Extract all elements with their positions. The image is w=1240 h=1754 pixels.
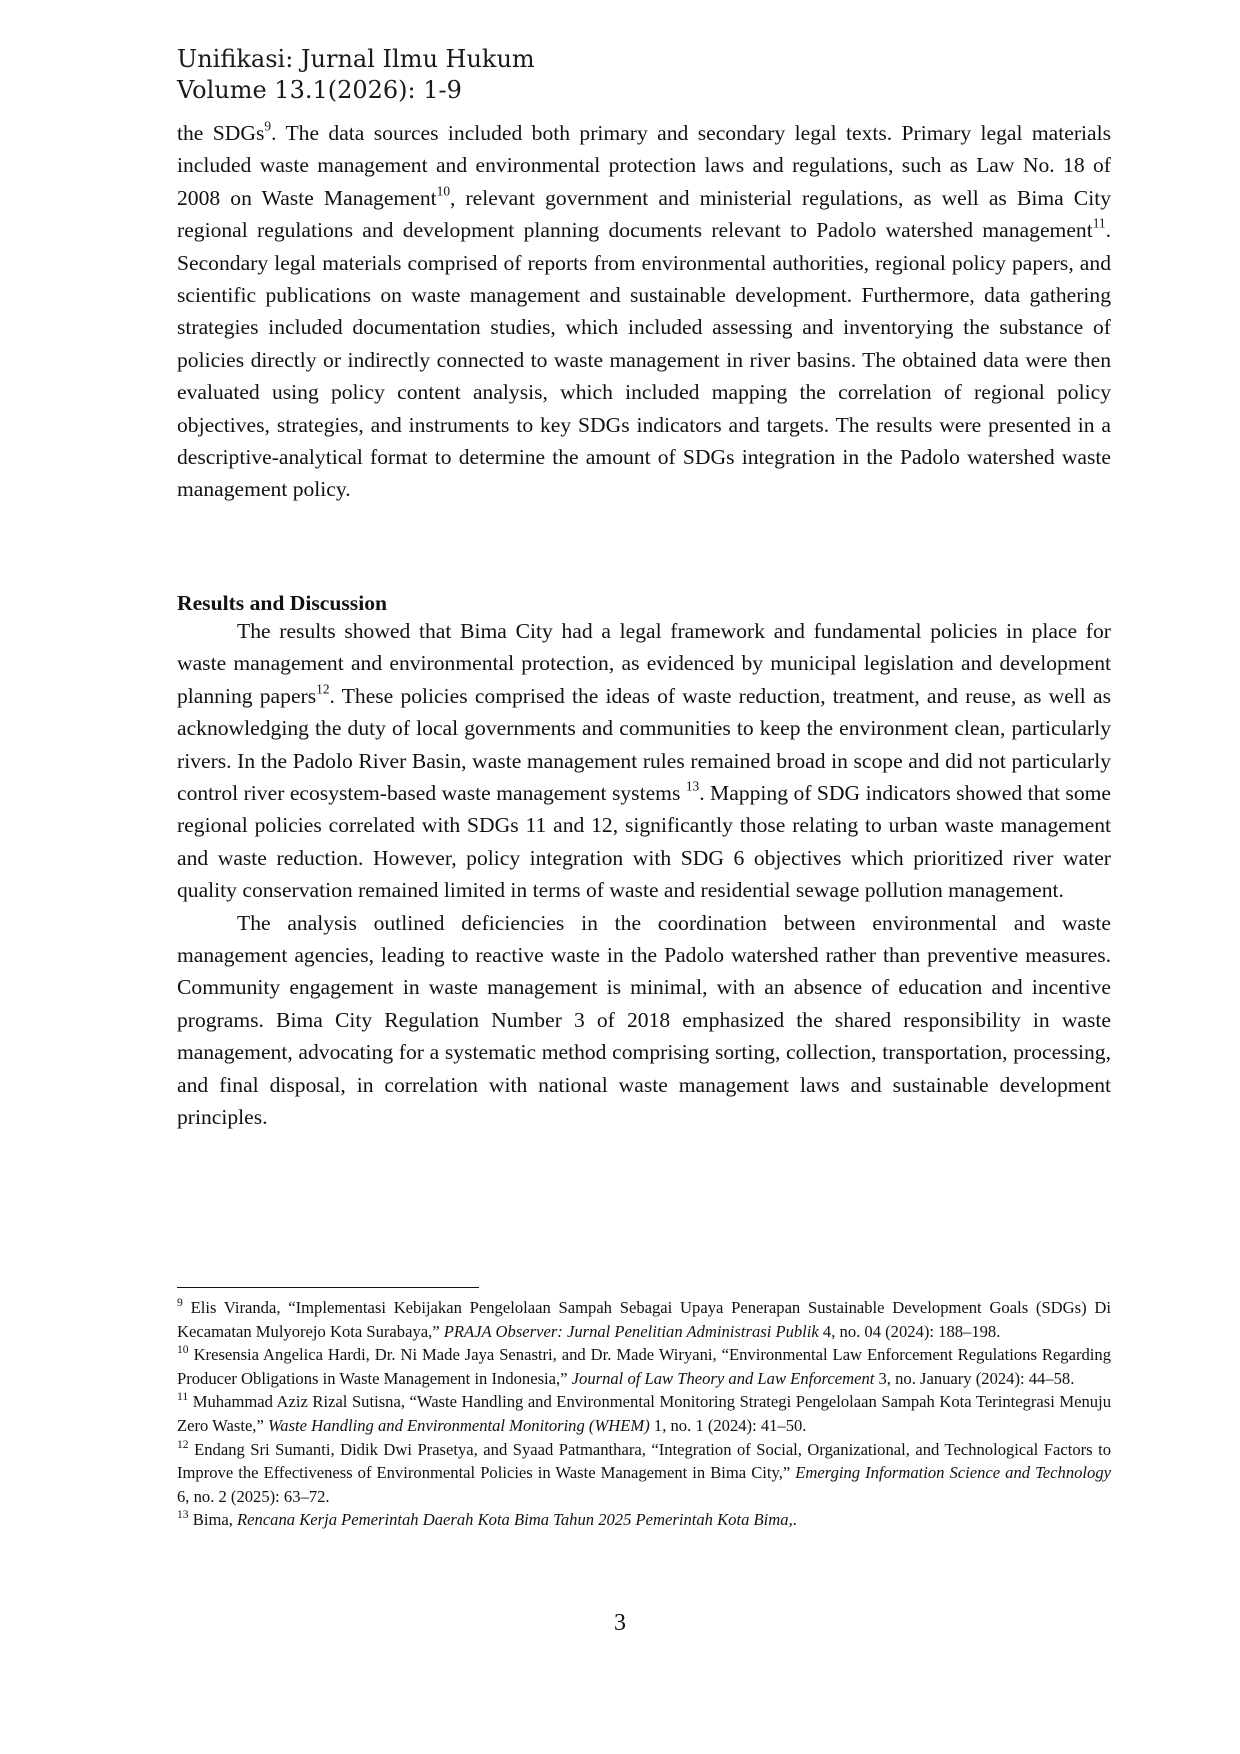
footnote-number: 13 bbox=[177, 1508, 189, 1522]
para2-text-c: . Mapping of SDG indicators showed that some regional policies correlated with SDGs 11 and 12, significantly those relating to urban waste management and waste reduction. However, policy integration with SDG 6 objectives which prioritized river water quality conservation remained limited in terms of waste and residential sewage pollution management. bbox=[177, 781, 1112, 903]
footnote-text: Endang Sri Sumanti, Didik Dwi Prasetya, and Syaad Patmanthara, “Integration of Social, Organizational, and Technological Factors to Improve the Effectiveness of Environmental Policies in Waste Management in Bima City,” bbox=[177, 1439, 1111, 1483]
para1-text-a: the SDGs bbox=[177, 121, 265, 145]
para1-text-b: . The data sources included both primary and secondary legal texts. Primary legal materials included waste management and environmental protection laws and regulations, such as Law No. 18 of 2008 on Waste Management bbox=[177, 121, 1111, 210]
footnote bbox=[177, 1296, 1111, 1343]
footnote bbox=[177, 1390, 1111, 1437]
footnote-number: 12 bbox=[177, 1437, 189, 1451]
footnote bbox=[177, 1343, 1111, 1390]
footnote-source-title: PRAJA Observer: Jurnal Penelitian Administrasi Publik bbox=[443, 1321, 819, 1341]
footnote-text: Kresensia Angelica Hardi, Dr. Ni Made Jaya Senastri, and Dr. Made Wiryani, “Environmental Law Enforcement Regulations Regarding Producer Obligations in Waste Management in Indonesia,” bbox=[177, 1345, 1111, 1388]
footnote-ref-9[interactable]: 9 bbox=[264, 118, 272, 134]
footnote-number: 10 bbox=[177, 1343, 189, 1357]
footnote-text-end: 1, no. 1 (2024): 41–50. bbox=[649, 1415, 807, 1435]
footnote-text: Bima, bbox=[192, 1510, 238, 1530]
body-paragraph-2 bbox=[177, 615, 1111, 1134]
running-header bbox=[177, 44, 535, 106]
footnote-ref-12[interactable]: 12 bbox=[316, 681, 330, 697]
footnote-number: 9 bbox=[177, 1296, 183, 1310]
footnote-text-end: . bbox=[792, 1510, 797, 1530]
para2-text-b: . These policies comprised the ideas of waste reduction, treatment, and reuse, as well as acknowledging the duty of local governments and communities to keep the environment clean, particularly rivers. In the Padolo River Basin, waste management rules remained broad in scope and did not particularly control river ecosystem-based waste management systems bbox=[177, 683, 1111, 806]
footnote-source-title: Waste Handling and Environmental Monitoring (WHEM) bbox=[267, 1415, 650, 1435]
para1-text-c: , relevant government and ministerial regulations, as well as Bima City regional regulations and development planning documents relevant to Padolo watershed management bbox=[177, 185, 1111, 243]
footnote-text-end: 3, no. January (2024): 44–58. bbox=[874, 1368, 1075, 1388]
footnotes bbox=[177, 1296, 1111, 1532]
footnote bbox=[177, 1438, 1111, 1509]
footnote-ref-13[interactable]: 13 bbox=[685, 778, 700, 794]
footnote-separator bbox=[177, 1287, 479, 1288]
journal-volume: Volume 13.1(2026): 1-9 bbox=[177, 76, 462, 104]
para1-text-d: . Secondary legal materials comprised of reports from environmental authorities, regional policy papers, and scientific publications on waste management and sustainable development. Furthermore, data gathering strategies included documentation studies, which included assessing and inventorying the substance of policies directly or indirectly connected to waste management in river basins. The obtained data were then evaluated using policy content analysis, which included mapping the correlation of regional policy objectives, strategies, and instruments to key SDGs indicators and targets. The results were presented in a descriptive-analytical format to determine the amount of SDGs integration in the Padolo watershed waste management policy. bbox=[177, 218, 1111, 502]
body-paragraph-3: The analysis outlined deficiencies in the coordination between environmental and waste management agencies, leading to reactive waste in the Padolo watershed rather than preventive measures. Community engagement in waste management is minimal, with an absence of education and incentive programs. Bima City Regulation Number 3 of 2018 emphasized the shared responsibility in waste management, advocating for a systematic method comprising sorting, collection, transportation, processing, and final disposal, in correlation with national waste management laws and sustainable development principles. bbox=[177, 910, 1111, 1130]
footnote-source-title: Rencana Kerja Pemerintah Daerah Kota Bima Tahun 2025 Pemerintah Kota Bima, bbox=[237, 1510, 793, 1530]
footnote-ref-10[interactable]: 10 bbox=[436, 183, 450, 199]
footnote-source-title: Emerging Information Science and Technology bbox=[795, 1463, 1112, 1483]
journal-name: Unifikasi: Jurnal Ilmu Hukum bbox=[177, 45, 535, 73]
page-number: 3 bbox=[614, 1610, 626, 1636]
footnote-ref-11[interactable]: 11 bbox=[1092, 215, 1106, 231]
section-heading: Results and Discussion bbox=[177, 591, 388, 615]
footnote-text-end: 4, no. 04 (2024): 188–198. bbox=[818, 1321, 1001, 1341]
footnote-text-end: 6, no. 2 (2025): 63–72. bbox=[177, 1486, 330, 1506]
footnote-source-title: Journal of Law Theory and Law Enforcement bbox=[571, 1368, 875, 1388]
footnote-number: 11 bbox=[177, 1390, 189, 1404]
body-paragraph-1 bbox=[177, 117, 1111, 506]
footnote-text: Muhammad Aziz Rizal Sutisna, “Waste Handling and Environmental Monitoring Strategi Pengelolaan Sampah Kota Terintegrasi Menuju Zero Waste,” bbox=[177, 1392, 1111, 1435]
para2-text-a: The results showed that Bima City had a legal framework and fundamental policies in place for waste management and environmental protection, as evidenced by municipal legislation and development planning papers bbox=[177, 619, 1111, 708]
footnote-text: Elis Viranda, “Implementasi Kebijakan Pengelolaan Sampah Sebagai Upaya Penerapan Sustainable Development Goals (SDGs) Di Kecamatan Mulyorejo Kota Surabaya,” bbox=[177, 1298, 1111, 1341]
footnote bbox=[177, 1508, 1111, 1532]
